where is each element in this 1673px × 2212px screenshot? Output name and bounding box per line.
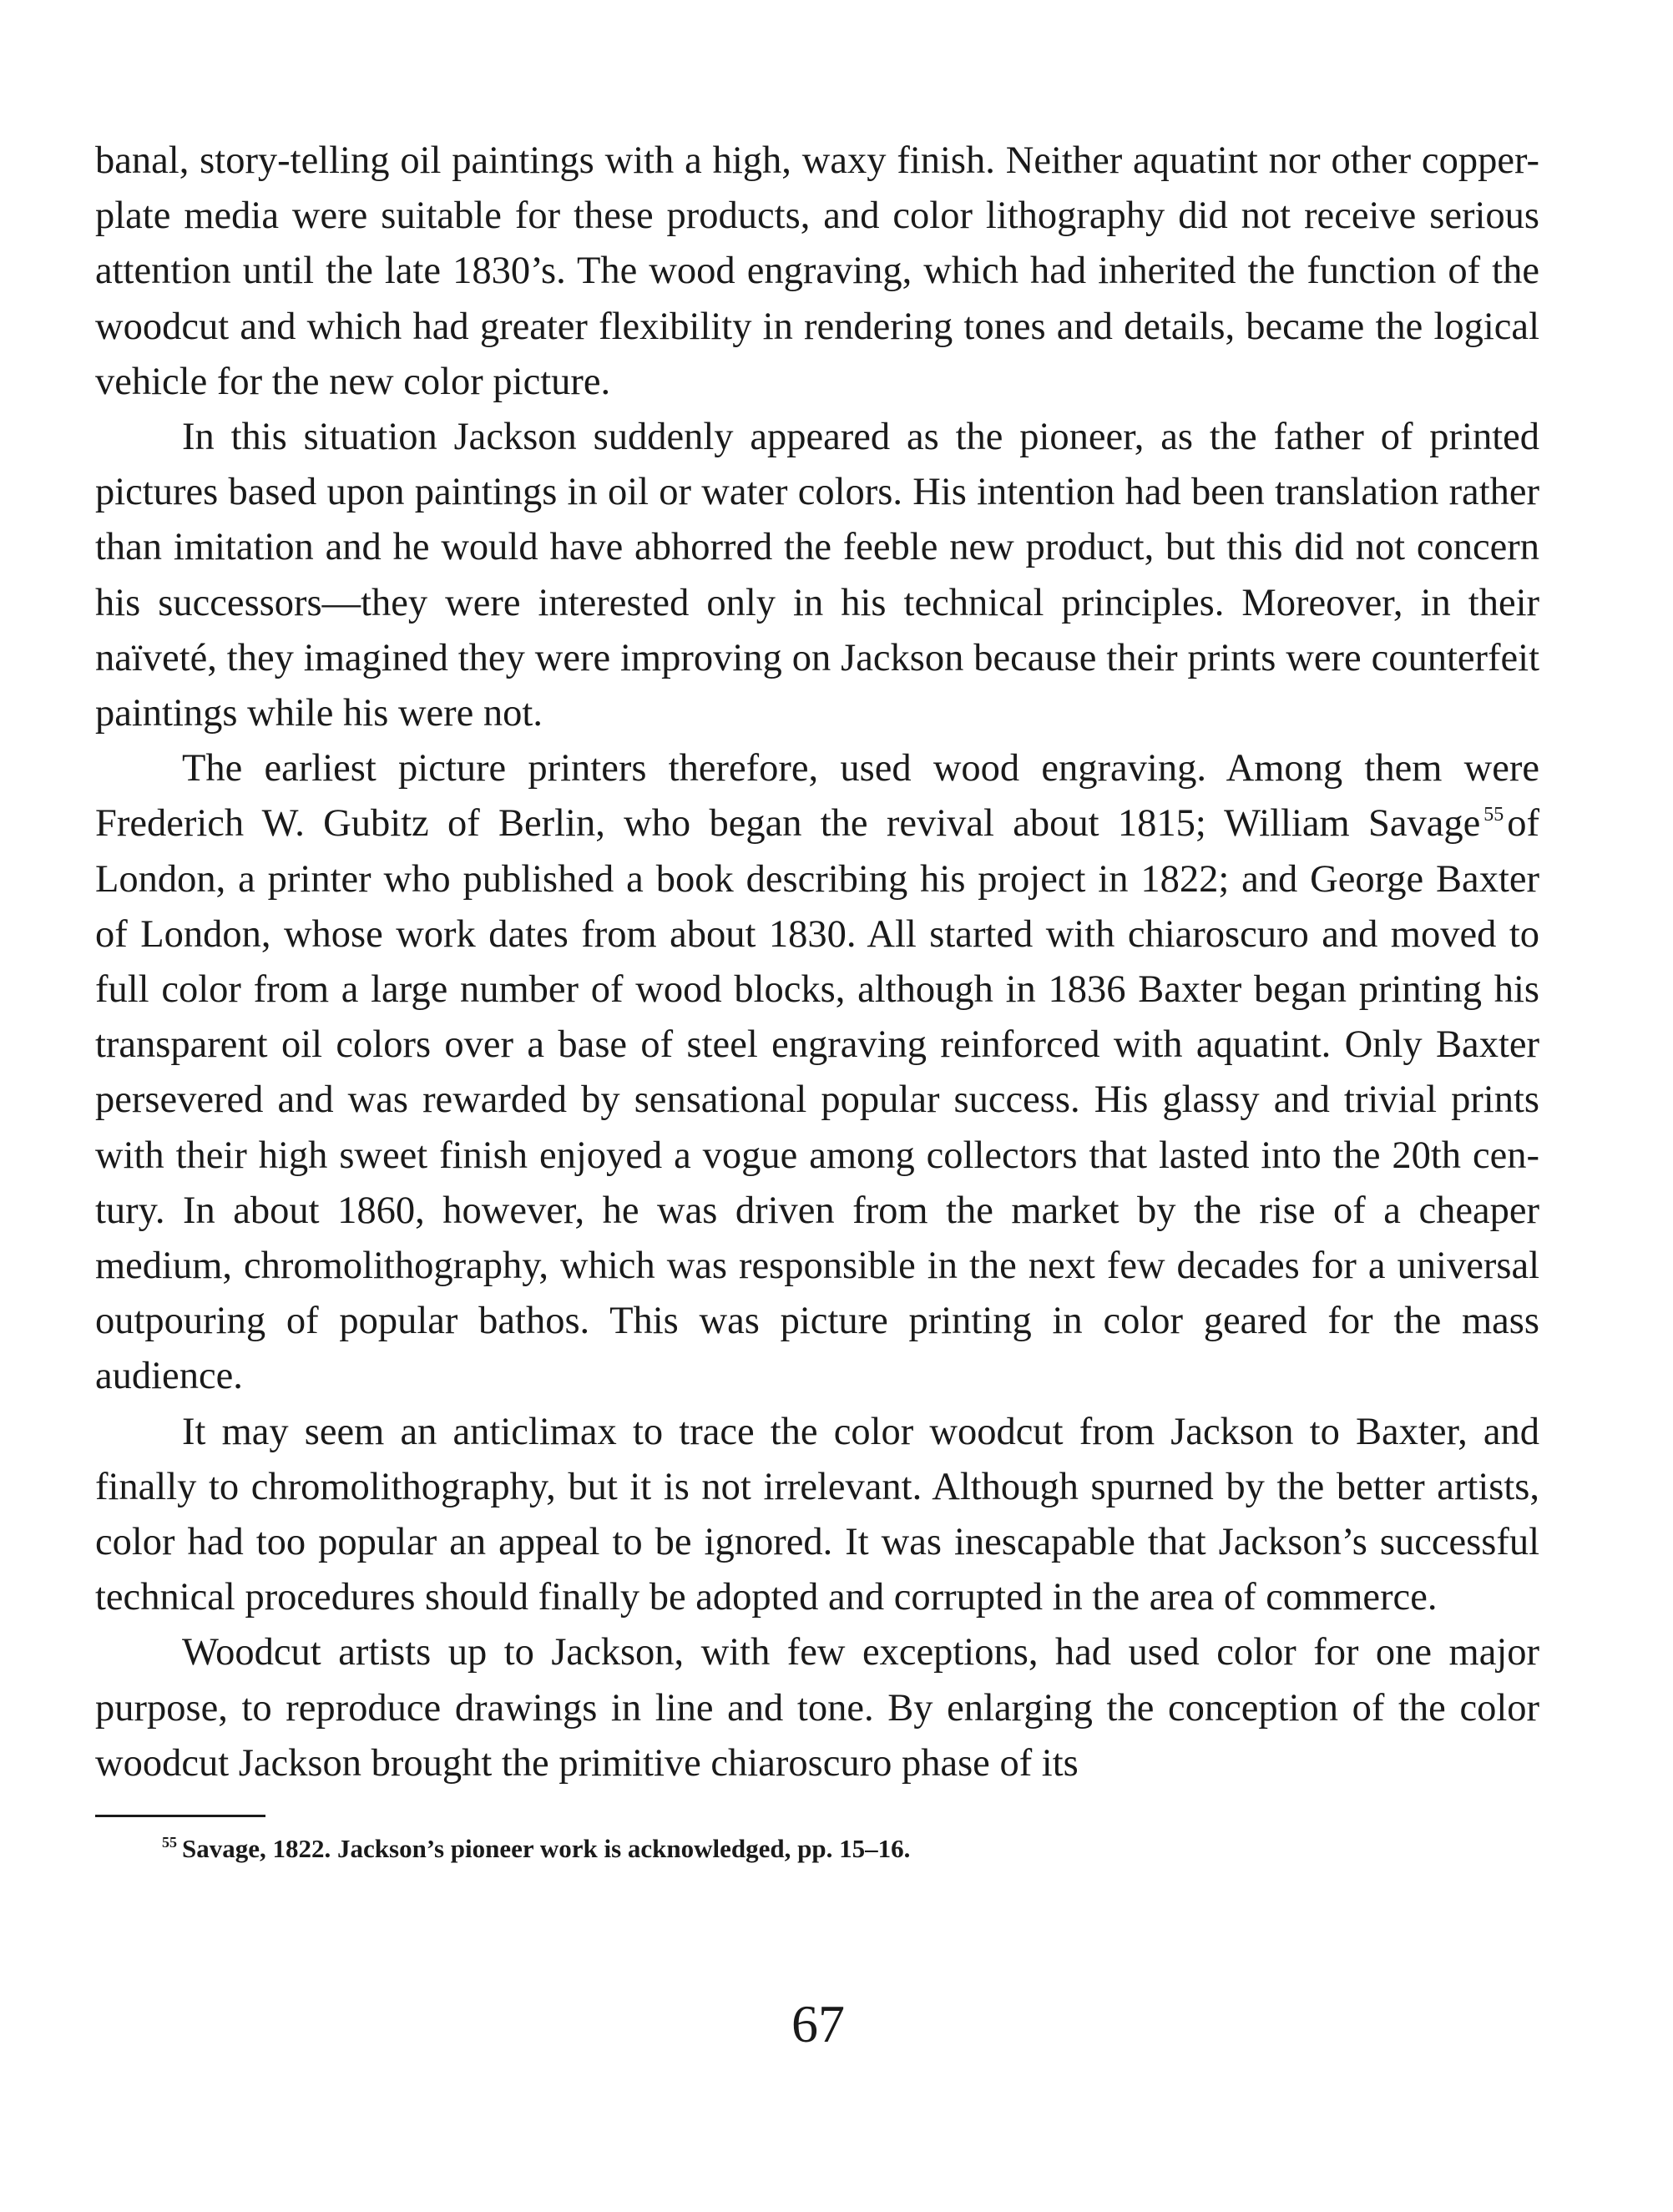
body-text: [95, 134, 1539, 1791]
paragraph-3-text-after-ref: of London, a printer who published a book describing his project in 1822; and George Baxter of London, whose work dates from about 1830. All started with chiaroscuro and moved to full color from a large number of wood blocks, although in 1836 Baxter began printing his transparent oil colors over a base of steel engraving reinforced with aquatint. Only Baxter persevered and was rewarded by sensational popular success. His glassy and trivial prints with their high sweet finish enjoyed a vogue among collectors that lasted into the 20th century. In about 1860, however, he was driven from the market by the rise of a cheaper medium, chromolithography, which was responsible in the next few decades for a universal outpouring of popular bathos. This was picture printing in color geared for the mass audience.: [95, 802, 1539, 1398]
paragraph-2: In this situation Jackson suddenly appeared as the pioneer, as the father of printed pictures based upon paintings in oil or water colors. His intention had been translation rather than imitation and he would have abhorred the feeble new product, but this did not concern his successors—they were interested only in his technical principles. Moreover, in their naïveté, they imagined they were improving on Jackson because their prints were counterfeit paintings while his were not.: [95, 416, 1539, 735]
page-number: 67: [791, 1994, 845, 2053]
footnote-text: Savage, 1822. Jackson’s pioneer work is acknowledged, pp. 15–16.: [182, 1834, 911, 1863]
footnote-divider: [95, 1815, 265, 1817]
paragraph-3-text-before-ref: The earliest picture printers therefore, used wood engraving. Among them were Frederich W. Gubitz of Berlin, who began the revival about 1815; William Savage: [95, 747, 1539, 846]
paragraph-5: Woodcut artists up to Jackson, with few exceptions, had used color for one major purpose, to reproduce drawings in line and tone. By enlarging the conception of the color woodcut Jackson brought the primitive chiaroscuro phase of its: [95, 1631, 1539, 1785]
paragraph-1: banal, story-telling oil paintings with a high, waxy finish. Neither aquatint nor other copper-plate media were suitable for these products, and color lithography did not receive serious attention until the late 1830’s. The wood engraving, which had inherited the function of the woodcut and which had greater flexibility in rendering tones and details, became the logical vehicle for the new color picture.: [95, 139, 1539, 403]
paragraph-4: It may seem an anticlimax to trace the color woodcut from Jackson to Baxter, and finally to chromolithography, but it is not irrelevant. Although spurned by the better artists, color had too popular an appeal to be ignored. It was inescapable that Jackson’s successful technical procedures should finally be adopted and corrupted in the area of commerce.: [95, 1410, 1539, 1619]
footnote: [162, 1832, 1414, 1866]
paragraph-3: [95, 741, 1539, 1404]
footnote-reference: 55: [1483, 804, 1504, 826]
footnote-number: 55: [162, 1834, 177, 1851]
